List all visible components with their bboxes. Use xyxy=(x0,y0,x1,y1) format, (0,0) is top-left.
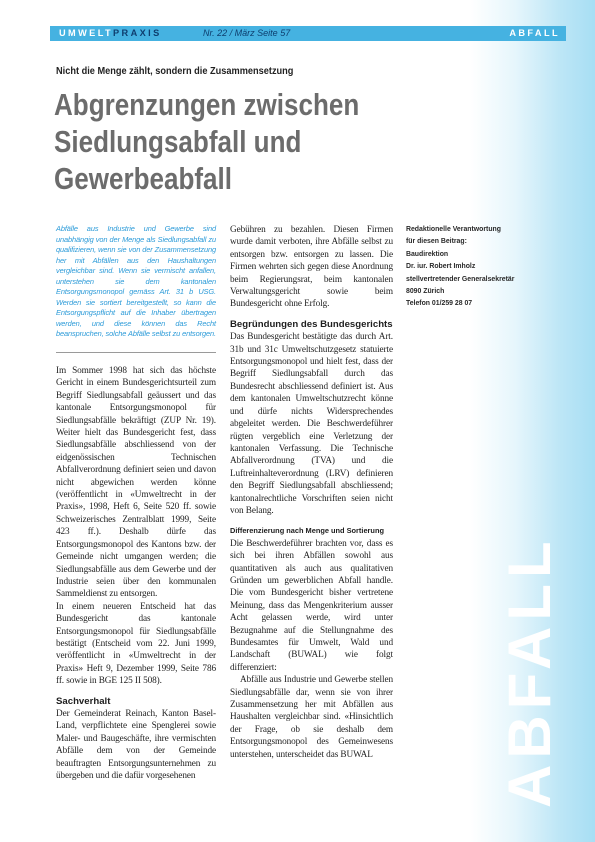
credit-line: stellvertretender Generalsekretär xyxy=(406,275,515,283)
body-paragraph: Das Bundesgericht bestätigte das durch Art. 31b und 31c Umweltschutzgesetz statuierte Entsorgungsmonopol und hielt fest, dass der Begriff Siedlungsabfall durch das Bundesrecht abschliessend definiert ist. Aus dem kantonalen Umweltschutzrecht könne und dürfe nichts Widersprechendes abgeleitet werden. Die Beschwerdeführer rügten vergeblich eine Verletzung der kantonalen Verfassung. Die Technische Abfallverordnung (TVA) und die Luftreinhalteverordnung (LRV) definieren den Begriff Siedlungsabfall abschliessend; kantonalrechtliche Vorschriften seien nicht von Belang. xyxy=(230,332,393,516)
credit-line: für diesen Beitrag: xyxy=(406,238,467,246)
column-2 xyxy=(230,224,393,761)
column-3 xyxy=(406,224,556,311)
article-title-line: Siedlungsabfall und xyxy=(54,124,302,159)
article-title xyxy=(54,86,373,197)
credit-line: Dr. iur. Robert Imholz xyxy=(406,263,476,271)
header-bar xyxy=(50,26,566,41)
subheading-differenzierung: Differenzierung nach Menge und Sortierung xyxy=(230,526,384,536)
article-kicker: Nicht die Menge zählt, sondern die Zusammensetzung xyxy=(56,66,294,77)
article-title-line: Abgrenzungen zwischen xyxy=(54,87,360,122)
vertical-section-label: ABFALL xyxy=(496,535,563,808)
body-paragraph: Die Beschwerdeführer brachten vor, dass es sich bei ihren Abfällen sowohl aus quantitativen als auch aus qualitativen Gründen um gewerblichen Abfall handle. Die vom Bundesgericht bisher vertretene Meinung, dass das Mengenkriterium ausser Acht gelassen werde, wird unter Bezugnahme auf die Stellungnahme des Bundesamtes für Umwelt, Wald und Landschaft (BUWAL) wie folgt differenziert: xyxy=(230,538,393,673)
editorial-credits xyxy=(406,224,556,311)
body-paragraph: Gebühren zu bezahlen. Diesen Firmen wurde damit verboten, ihre Abfälle selbst zu entsorgen bzw. entsorgen zu lassen. Die Firmen wehrten sich gegen diese Anordnung beim Regierungsrat, beim kantonalen Verwaltungsgericht sowie beim Bundesgericht ohne Erfolg. xyxy=(230,225,393,310)
magazine-name-part1: UMWELT xyxy=(59,28,114,38)
body-paragraph: Der Gemeinderat Reinach, Kanton Basel-Land, verpflichtete eine Spenglerei sowie Maler- und Baugeschäfte, ihre vermischten Abfälle dem von der Gemeinde beauftragten Entsorgungsunternehmen zu übergeben und die dafür vorgesehenen xyxy=(56,708,216,782)
article-title-line: Gewerbeabfall xyxy=(54,161,233,196)
subheading-sachverhalt: Sachverhalt xyxy=(56,695,111,707)
body-paragraph: In einem neueren Entscheid hat das Bundesgericht das kantonale Entsorgungsmonopol für Siedlungsabfälle bestätigt (Entscheid vom 22. Juni 1999, veröffentlicht in «Umweltrecht in der Praxis» Heft 9, Dezember 1999, Seite 786 ff. sowie in BGE 125 II 508). xyxy=(56,601,216,687)
magazine-name xyxy=(59,27,162,40)
section-label: ABFALL xyxy=(509,28,560,38)
body-paragraph: Abfälle aus Industrie und Gewerbe stellen Siedlungsabfälle dar, wenn sie von ihrer Zusammensetzung her mit Abfällen aus Haushalten vergleichbar sind. «Hinsichtlich der Frage, ob sie deshalb dem Entsorgungsmonopol des Gemeinwesens unterstehen, unterscheidet das BUWAL xyxy=(230,675,393,760)
article-lead: Abfälle aus Industrie und Gewerbe sind unabhängig von der Menge als Siedlungsabfall zu qualifizieren, wenn sie von der Zusammensetzung her mit Abfällen aus den Haushaltungen vergleichbar sind. Wenn sie vermischt anfallen, unterstehen sie dem kantonalen Entsorgungsmonopol gemäss Art. 31 b USG. Werden sie sortiert bereitgestellt, so kann die Entsorgungspflicht auf die Inhaber übertragen werden, und diese können das Recht beanspruchen, solche Abfälle selbst zu entsorgen. xyxy=(56,224,216,339)
credit-line: 8090 Zürich xyxy=(406,288,445,296)
magazine-name-part2: PRAXIS xyxy=(113,28,162,38)
lead-divider xyxy=(56,352,216,353)
issue-info: Nr. 22 / März Seite 57 xyxy=(203,28,291,38)
credit-line: Telefon 01/259 28 07 xyxy=(406,300,473,308)
subheading-begruendungen: Begründungen des Bundesgerichts xyxy=(230,318,393,330)
body-paragraph: Im Sommer 1998 hat sich das höchste Gericht in einem Bundesgerichtsurteil zum Begriff Siedlungsabfall geäussert und das kantonale Entsorgungsmonopol für Siedlungsabfälle bekräftigt (ZUP Nr. 19). Weiter hielt das Bundesgericht fest, dass Siedlungsabfälle abschliessend von der eidgenössischen Technischen Abfallverordnung definiert seien und davon nicht abgewichen werden könne (veröffentlicht in «Umweltrecht in der Praxis», 1998, Heft 6, Seite 520 ff. sowie Schweizerisches Zentralblatt 1999, Seite 423 ff.). Deshalb dürfe das Entsorgungsmonopol des Kantons bzw. der Gemeinde nicht umgangen werden; die Siedlungsabfälle aus dem Gewerbe und der Industrie seien über den kommunalen Sammeldienst zu entsorgen. xyxy=(56,366,216,600)
credit-line: Redaktionelle Verantwortung xyxy=(406,226,501,233)
column-1 xyxy=(56,224,216,782)
credit-line: Baudirektion xyxy=(406,250,449,258)
